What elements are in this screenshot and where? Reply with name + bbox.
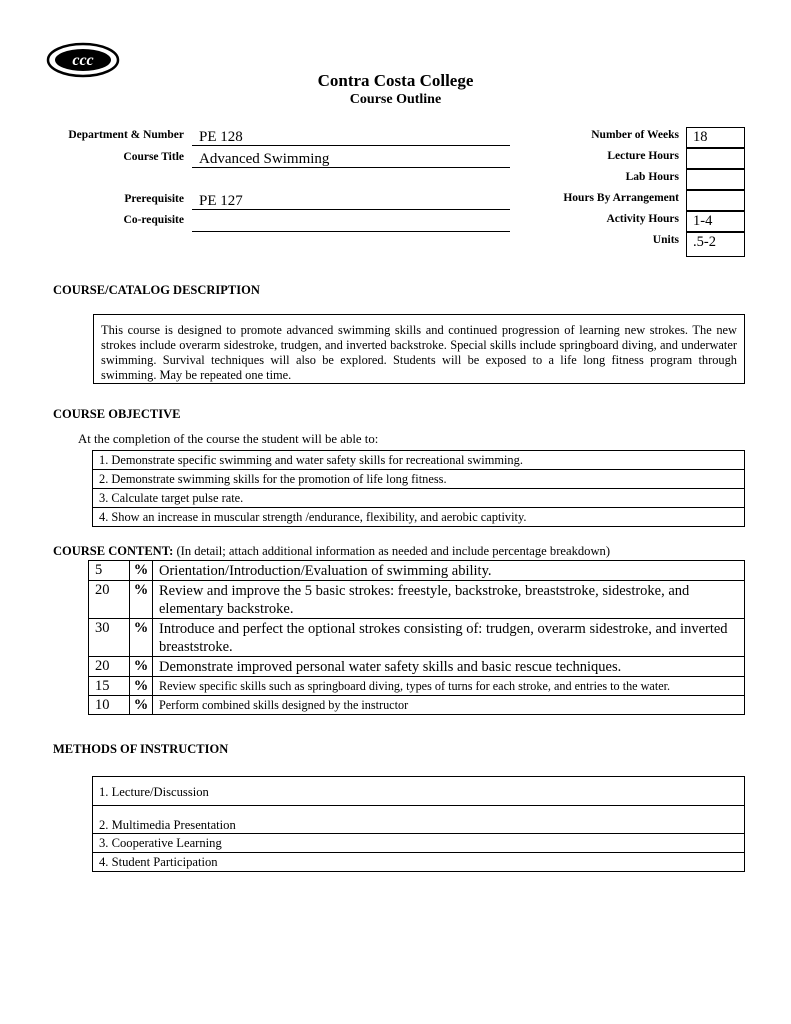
course-title-label: Course Title: [123, 151, 184, 163]
department-label: Department & Number: [68, 129, 184, 141]
content-table: [88, 560, 745, 715]
methods-heading: METHODS OF INSTRUCTION: [53, 742, 229, 756]
table-row: [93, 806, 745, 834]
table-row: [89, 619, 745, 657]
percent-symbol: %: [130, 561, 153, 581]
prerequisite-label: Prerequisite: [124, 193, 184, 205]
objective-item: 3. Calculate target pulse rate.: [93, 489, 745, 508]
content-percent: 30: [89, 619, 130, 657]
method-item: 3. Cooperative Learning: [93, 834, 745, 853]
method-item: 1. Lecture/Discussion: [93, 777, 745, 806]
content-text: Demonstrate improved personal water safety skills and basic rescue techniques.: [153, 657, 745, 677]
percent-symbol: %: [130, 619, 153, 657]
page-subtitle: Course Outline: [349, 92, 442, 107]
objective-item: 4. Show an increase in muscular strength /endurance, flexibility, and aerobic captivity.: [93, 508, 745, 527]
table-row: [93, 470, 745, 489]
corequisite-label: Co-requisite: [123, 214, 184, 226]
methods-table: [92, 776, 745, 872]
content-text: Introduce and perfect the optional strokes consisting of: trudgen, overarm sidestroke, and inverted breaststroke.: [153, 619, 745, 657]
description-box: This course is designed to promote advanced swimming skills and continued progression of learning new strokes. The new strokes include overarm sidestroke, trudgen, and inverted backstroke. Special skills include springboard diving, and underwater swimming. Survival techniques will also be explored. Students will be exposed to a life long fitness program through swimming. May be repeated one time.: [93, 314, 745, 384]
lecture-hours-box[interactable]: [686, 148, 745, 169]
table-row: [89, 657, 745, 677]
units-box[interactable]: .5-2: [686, 232, 745, 257]
table-row: [93, 508, 745, 527]
content-text: Perform combined skills designed by the instructor: [153, 696, 745, 715]
content-percent: 15: [89, 677, 130, 696]
objective-item: 2. Demonstrate swimming skills for the promotion of life long fitness.: [93, 470, 745, 489]
content-percent: 20: [89, 657, 130, 677]
table-row: [89, 561, 745, 581]
percent-symbol: %: [130, 677, 153, 696]
description-heading: COURSE/CATALOG DESCRIPTION: [53, 283, 260, 297]
weeks-box[interactable]: 18: [686, 127, 745, 148]
table-row: [89, 581, 745, 619]
table-row: [93, 834, 745, 853]
arrangement-hours-box[interactable]: [686, 190, 745, 211]
lecture-hours-label: Lecture Hours: [607, 150, 679, 162]
page-title: Contra Costa College: [317, 71, 474, 90]
table-row: [89, 677, 745, 696]
method-item: 4. Student Participation: [93, 853, 745, 872]
content-text: Orientation/Introduction/Evaluation of swimming ability.: [153, 561, 745, 581]
arrangement-hours-label: Hours By Arrangement: [563, 192, 679, 204]
content-percent: 5: [89, 561, 130, 581]
content-heading: COURSE CONTENT:: [53, 544, 174, 558]
course-title-field[interactable]: Advanced Swimming: [192, 150, 510, 168]
content-text: Review specific skills such as springboard diving, types of turns for each stroke, and entries to the water.: [153, 677, 745, 696]
content-percent: 20: [89, 581, 130, 619]
objective-intro: At the completion of the course the student will be able to:: [78, 432, 379, 446]
objective-item: 1. Demonstrate specific swimming and water safety skills for recreational swimming.: [93, 451, 745, 470]
activity-hours-label: Activity Hours: [606, 213, 679, 225]
content-text: Review and improve the 5 basic strokes: freestyle, backstroke, breaststroke, sidestroke, and elementary backstroke.: [153, 581, 745, 619]
department-field[interactable]: PE 128: [192, 128, 510, 146]
table-row: [93, 451, 745, 470]
content-heading-line: [53, 544, 610, 559]
units-label: Units: [652, 234, 679, 246]
table-row: [93, 489, 745, 508]
objective-table: [92, 450, 745, 527]
corequisite-field[interactable]: [192, 214, 510, 232]
weeks-label: Number of Weeks: [591, 129, 679, 141]
lab-hours-label: Lab Hours: [625, 171, 679, 183]
percent-symbol: %: [130, 581, 153, 619]
prerequisite-field[interactable]: PE 127: [192, 192, 510, 210]
percent-symbol: %: [130, 696, 153, 715]
lab-hours-box[interactable]: [686, 169, 745, 190]
objective-heading: COURSE OBJECTIVE: [53, 407, 181, 421]
method-item: 2. Multimedia Presentation: [93, 806, 745, 834]
content-note: (In detail; attach additional information as needed and include percentage breakdown): [176, 544, 611, 558]
content-percent: 10: [89, 696, 130, 715]
table-row: [93, 853, 745, 872]
table-row: [89, 696, 745, 715]
logo-text: ccc: [72, 52, 94, 69]
table-row: [93, 777, 745, 806]
activity-hours-box[interactable]: 1-4: [686, 211, 745, 232]
percent-symbol: %: [130, 657, 153, 677]
